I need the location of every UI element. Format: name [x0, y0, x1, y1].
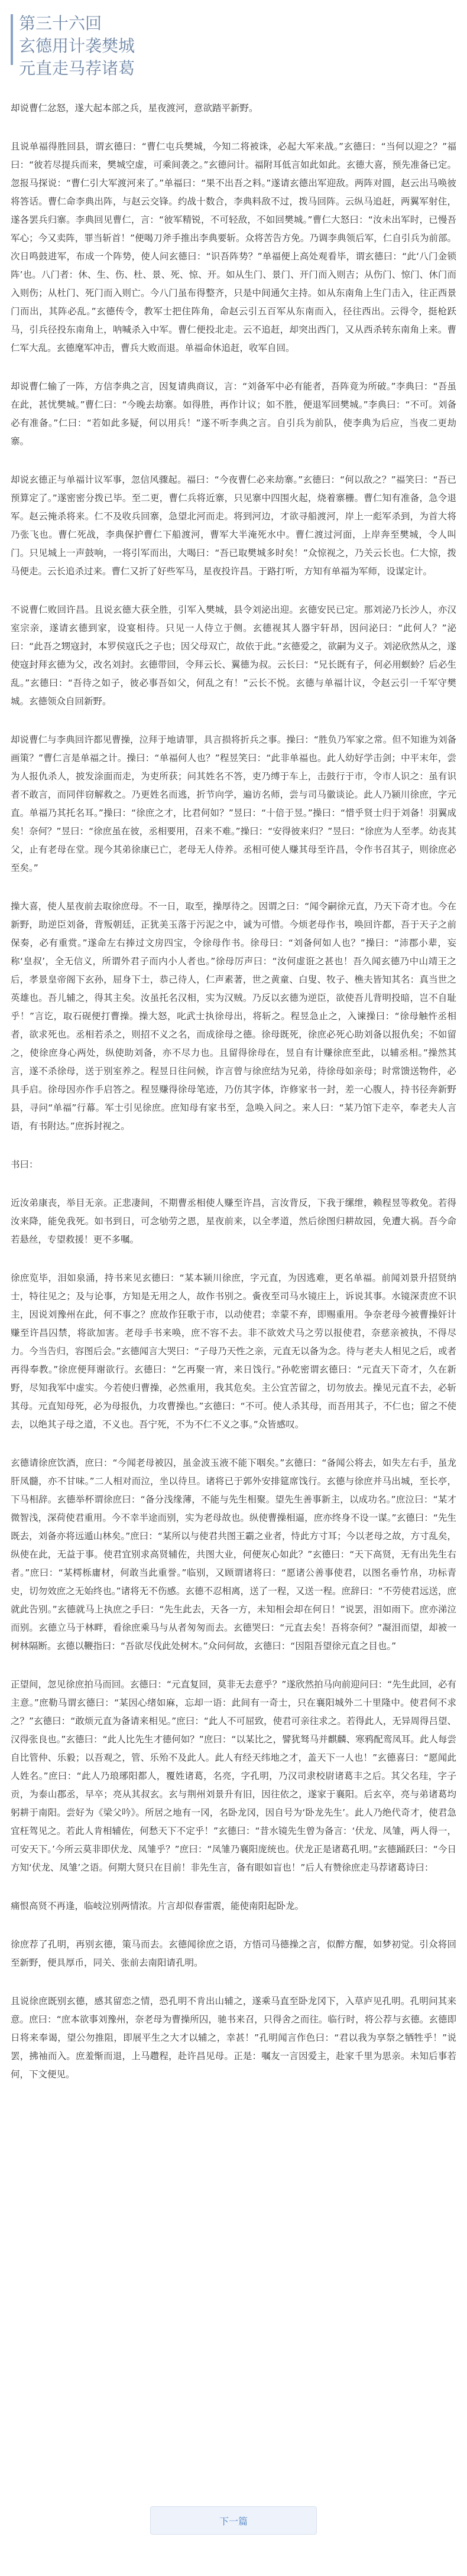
title-accent-bar — [11, 14, 13, 65]
paragraph: 操大喜，使人星夜前去取徐庶母。不一日，取至，操厚待之。因谓之曰：“闻令嗣徐元直，乃天下奇才也。今在新野，助逆臣刘备，背叛朝廷，正犹美玉落于污泥之中，诚为可惜。今烦老母作书，唤回许都，吾于天子之前保奏，必有重赏。”遂命左右捧过文房四宝，令徐母作书。徐母曰：“刘备何如人也？”操曰：“沛郡小辈，妄称‘皇叔’，全无信义，所谓外君子而内小人者也。”徐母厉声曰：“汝何虚诳之甚也！吾久闻玄德乃中山靖王之后，孝景皇帝阁下玄孙，屈身下士，恭己待人，仁声素著，世之黄童、白叟、牧子、樵夫皆知其名：真当世之英雄也。吾儿辅之，得其主矣。汝虽托名汉相，实为汉贼。乃反以玄德为逆臣，欲使吾儿背明投暗，岂不自耻乎！”言讫，取石砚便打曹操。操大怒，叱武士执徐母出，将斩之。程昱急止之，入谏操曰：“徐母触忤丞相者，欲求死也。丞相若杀之，则招不义之名，而成徐母之德。徐母既死，徐庶必死心助刘备以报仇矣；不如留之，使徐庶身心两处，纵使助刘备，亦不尽力也。且留得徐母在，昱自有计赚徐庶至此，以辅丞相。”操然其言，遂不杀徐母，送于别室养之。程昱日往问候，诈言曾与徐庶结为兄弟，待徐母如亲母；时常馈送物件，必具手启。徐母因亦作手启答之。程昱赚得徐母笔迹，乃仿其字体，诈修家书一封，差一心腹人，持书径奔新野县，寻问“单福”行幕。军士引见徐庶。庶知母有家书至，急唤入问之。来人曰：“某乃馆下走卒，奉老夫人言语，有书附达。”庶拆封视之。 — [11, 901, 456, 1131]
chapter-number: 第三十六回 — [19, 14, 102, 33]
paragraph: 却说曹仁忿怒，遂大起本部之兵，星夜渡河，意欲踏平新野。 — [11, 103, 258, 113]
chapter-body — [11, 99, 456, 2084]
paragraph: 玄德请徐庶饮酒，庶曰：“今闻老母被囚，虽金波玉液不能下咽矣。”玄德曰：“备闻公将去，如失左右手，虽龙肝凤髓，亦不甘味。”二人相对而泣，坐以待旦。诸将已于郭外安排筵席饯行。玄德与徐庶并马出城，至长亭，下马相辞。玄德举杯谓徐庶曰：“备分浅缘薄，不能与先生相聚。望先生善事新主，以成功名。”庶泣曰：“某才微智浅，深荷使君重用。今不幸半途而别，实为老母故也。纵使曹操相逼，庶亦终身不设一谋。”玄德曰：“先生既去，刘备亦将远遁山林矣。”庶曰：“某所以与使君共图王霸之业者，恃此方寸耳；今以老母之故，方寸乱矣，纵使在此，无益于事。使君宜别求高贤辅佐，共图大业，何便灰心如此？”玄德曰：“天下高贤，无有出先生右者。”庶曰：“某樗栎庸材，何敢当此重誉。”临别，又顾谓诸将曰：“愿诸公善事使君，以图名垂竹帛，功标青史，切勿效庶之无始终也。”诸将无不伤感。玄德不忍相离，送了一程，又送一程。庶辞曰：“不劳使君远送，庶就此告别。”玄德就马上执庶之手曰：“先生此去，天各一方，未知相会却在何日！”说罢，泪如雨下。庶亦涕泣而别。玄德立马于林畔，看徐庶乘马与从者匆匆而去。玄德哭曰：“元直去矣！吾将奈何？”凝泪而望，却被一树林隔断。玄德以鞭指曰：“吾欲尽伐此处树木。”众问何故，玄德曰：“因阻吾望徐元直之目也。” — [11, 1458, 456, 1651]
chapter-title-line1: 玄德用计袭樊城 — [19, 36, 135, 56]
pagination — [0, 2506, 467, 2535]
paragraph: 近汝弟康丧，举目无亲。正悲凄间，不期曹丞相使人赚至许昌，言汝背反，下我于缧绁，赖程昱等救免。若得汝来降，能免我死。如书到日，可念劬劳之恩，星夜前来，以全孝道，然后徐图归耕故园，免遭大祸。吾今命若悬丝，专望救援！更不多嘱。 — [11, 1198, 456, 1245]
paragraph: 却说曹仁与李典回许都见曹操，泣拜于地请罪，具言损将折兵之事。操曰：“胜负乃军家之常。但不知谁为刘备画策？”曹仁言是单福之计。操曰：“单福何人也？”程昱笑曰：“此非单福也。此人幼好学击剑；中平末年，尝为人报仇杀人，披发涂面而走，为吏所获；问其姓名不答，吏乃缚于车上，击鼓行于市，令市人识之：虽有识者不敢言，而同伴窃解救之。乃更姓名而逃，折节向学，遍访名师，尝与司马徽谈论。此人乃颍川徐庶，字元直。单福乃其托名耳。”操曰：“徐庶之才，比君何如？”昱曰：“十倍于昱。”操曰：“惜乎贤士归于刘备！羽翼成矣！奈何？”昱曰：“徐庶虽在彼，丞相要用，召来不难。”操曰：“安得彼来归？”昱曰：“徐庶为人至孝。幼丧其父，止有老母在堂。现今其弟徐康已亡，老母无人侍养。丞相可使人赚其母至许昌，令作书召其子，则徐庶必至矣。” — [11, 734, 456, 873]
next-chapter-button[interactable]: 下一篇 — [150, 2506, 317, 2535]
poem: 痛恨高贤不再逢，临岐泣别两情浓。片言却似春雷震，能使南阳起卧龙。 — [11, 1901, 304, 1911]
chapter-title-line2: 元直走马荐诸葛 — [19, 58, 135, 78]
paragraph: 却说曹仁输了一阵，方信李典之言，因复请典商议，言：“刘备军中必有能者，吾阵竟为所破。”李典曰：“吾虽在此，甚忧樊城。”曹仁曰：“今晚去劫寨。如得胜，再作计议；如不胜，便退军回樊城。”李典曰：“不可。刘备必有准备。”仁曰：“若如此多疑，何以用兵！”遂不听李典之言。自引兵为前队，使李典为后应，当夜二更劫寨。 — [11, 381, 456, 447]
paragraph: 徐庶览毕，泪如泉涌，持书来见玄德曰：“某本颍川徐庶，字元直，为因逃难，更名单福。前闻刘景升招贤纳士，特往见之；及与论事，方知是无用之人，故作书别之。夤夜至司马水镜庄上，诉说其事。水镜深责庶不识主，因说刘豫州在此，何不事之？庶故作狂歌于市，以动使君；幸蒙不弃，即赐重用。争奈老母今被曹操奸计赚至许昌囚禁，将欲加害。老母手书来唤，庶不容不去。非不欲效犬马之劳以报使君，奈慈亲被执，不得尽力。今当告归，容图后会。”玄德闻言大哭曰：“子母乃天性之亲，元直无以备为念。待与老夫人相见之后，或者再得奉教。”徐庶便拜谢欲行。玄德曰：“乞再聚一宵，来日饯行。”孙乾密谓玄德曰：“元直天下奇才，久在新野，尽知我军中虚实。今若使归曹操，必然重用，我其危矣。主公宜苦留之，切勿放去。操见元直不去，必斩其母。元直知母死，必为母报仇，力攻曹操也。”玄德曰：“不可。使人杀其母，而吾用其子，不仁也；留之不使去，以绝其子母之道，不义也。吾宁死，不为不仁不义之事。”众皆感叹。 — [11, 1273, 456, 1430]
paragraph: 正望间，忽见徐庶拍马而回。玄德曰：“元直复回，莫非无去意乎？”遂欣然拍马向前迎问曰：“先生此回，必有主意。”庶勒马谓玄德曰：“某因心绪如麻，忘却一语：此间有一奇士，只在襄阳城外二十里隆中。使君何不求之？”玄德曰：“敢烦元直为备请来相见。”庶曰：“此人不可屈致，使君可亲往求之。若得此人，无异周得吕望、汉得张良也。”玄德曰：“此人比先生才德何如？”庶曰：“以某比之，譬犹驽马并麒麟、寒鸦配鸾凤耳。此人每尝自比管仲、乐毅；以吾观之，管、乐殆不及此人。此人有经天纬地之才，盖天下一人也！”玄德喜曰：“愿闻此人姓名。”庶曰：“此人乃琅琊阳都人，覆姓诸葛，名亮，字孔明，乃汉司隶校尉诸葛丰之后。其父名珪，字子贡，为泰山郡丞，早卒；亮从其叔玄。玄与荆州刘景升有旧，因往依之，遂家于襄阳。后玄卒，亮与弟诸葛均躬耕于南阳。尝好为《梁父吟》。所居之地有一冈，名卧龙冈，因自号为‘卧龙先生’。此人乃绝代奇才，使君急宜枉驾见之。若此人肯相辅佐，何愁天下不定乎！”玄德曰：“昔水镜先生曾为备言：‘伏龙、凤雏，两人得一，可安天下。’今所云莫非即伏龙、凤雏乎？”庶曰：“凤雏乃襄阳庞统也。伏龙正是诸葛孔明。”玄德踊跃曰：“今日方知‘伏龙、凤雏’之语。何期大贤只在目前！非先生言，备有眼如盲也！”后人有赞徐庶走马荐诸葛诗曰： — [11, 1679, 456, 1873]
paragraph: 且说单福得胜回县，谓玄德曰：“曹仁屯兵樊城，今知二将被诛，必起大军来战。”玄德曰：“当何以迎之？”福曰：“彼若尽提兵而来，樊城空虚，可乘间袭之。”玄德问计。福附耳低言如此如此。玄德大喜，预先准备已定。忽报马探说：“曹仁引大军渡河来了。”单福曰：“果不出吾之料。”遂请玄德出军迎敌。两阵对圆，赵云出马唤彼将答话。曹仁命李典出阵，与赵云交锋。约战十数合，李典料敌不过，拨马回阵。云纵马追赶，两翼军射住，遂各罢兵归寨。李典回见曹仁，言：“彼军精锐，不可轻敌，不如回樊城。”曹仁大怒曰：“汝未出军时，已慢吾军心；今又卖阵，罪当斩首！”便喝刀斧手推出李典要斩。众将苦告方免。乃调李典领后军，仁自引兵为前部。次日鸣鼓进军，布成一个阵势，使人问玄德曰：“识吾阵势？”单福便上高处观看毕，谓玄德曰：“此‘八门金锁阵’也。八门者：休、生、伤、杜、景、死、惊、开。如从生门、景门、开门而入则吉；从伤门、惊门、休门而入则伤；从杜门、死门而入则亡。今八门虽布得整齐，只是中间通欠主持。如从东南角上生门击入，往正西景门而出，其阵必乱。”玄德传令，教军士把住阵角，命赵云引五百军从东南而入，径往西出。云得令，挺枪跃马，引兵径投东南角上，呐喊杀入中军。曹仁便投北走。云不追赶，却突出西门，又从西杀转东南角上来。曹仁军大乱。玄德麾军冲击，曹兵大败而退。单福命休追赶，收军自回。 — [11, 141, 456, 353]
chapter-titles — [19, 13, 135, 79]
chapter-header — [11, 13, 456, 79]
paragraph: 徐庶荐了孔明，再别玄德，策马而去。玄德闻徐庶之语，方悟司马德操之言，似醉方醒，如梦初觉。引众将回至新野，便具厚币，同关、张前去南阳请孔明。 — [11, 1939, 456, 1968]
paragraph: 却说玄德正与单福计议军事，忽信风骤起。福曰：“今夜曹仁必来劫寨。”玄德曰：“何以敌之？”福笑曰：“吾已预算定了。”遂密密分拨已毕。至二更，曹仁兵将近寨，只见寨中四围火起，烧着寨栅。曹仁知有准备，急令退军。赵云掩杀将来。仁不及收兵回寨，急望北河而走。将到河边，才欲寻船渡河，岸上一彪军杀到，为首大将乃张飞也。曹仁死战，李典保护曹仁下船渡河，曹军大半淹死水中。曹仁渡过河面，上岸奔至樊城，令人叫门。只见城上一声鼓响，一将引军而出，大喝曰：“吾已取樊城多时矣！”众惊视之，乃关云长也。仁大惊，拨马便走。云长追杀过来。曹仁又折了好些军马，星夜投许昌。于路打听，方知有单福为军师，设谋定计。 — [11, 474, 456, 577]
paragraph: 且说徐庶既别玄德，感其留恋之情，恐孔明不肯出山辅之，遂乘马直至卧龙冈下，入草庐见孔明。孔明问其来意。庶曰：“庶本欲事刘豫州，奈老母为曹操所囚，驰书来召，只得舍之而往。临行时，将公荐与玄德。玄德即日将来奉谒，望公勿推阻，即展平生之大才以辅之，幸甚！”孔明闻言作色曰：“君以我为享祭之牺牲乎！”说罢，拂袖而入。庶羞惭而退，上马趱程，赴许昌见母。正是：嘱友一言因爱主，赴家千里为思亲。未知后事若何，下文便见。 — [11, 1996, 456, 2080]
paragraph: 不说曹仁败回许昌。且说玄德大获全胜，引军入樊城，县令刘泌出迎。玄德安民已定。那刘泌乃长沙人，亦汉室宗亲，遂请玄德到家，设宴相待。只见一人侍立于侧。玄德视其人器宇轩昂，因问泌曰：“此何人？”泌曰：“此吾之甥寇封，本罗侯寇氏之子也；因父母双亡，故依于此。”玄德爱之，欲嗣为义子。刘泌欣然从之，遂使寇封拜玄德为父，改名刘封。玄德带回，令拜云长、翼德为叔。云长曰：“兄长既有子，何必用螟蛉？后必生乱。”玄德曰：“吾待之如子，彼必事吾如父，何乱之有！”云长不悦。玄德与单福计议，令赵云引一千军守樊城。玄德领众自回新野。 — [11, 604, 456, 707]
paragraph: 书曰： — [11, 1159, 38, 1170]
